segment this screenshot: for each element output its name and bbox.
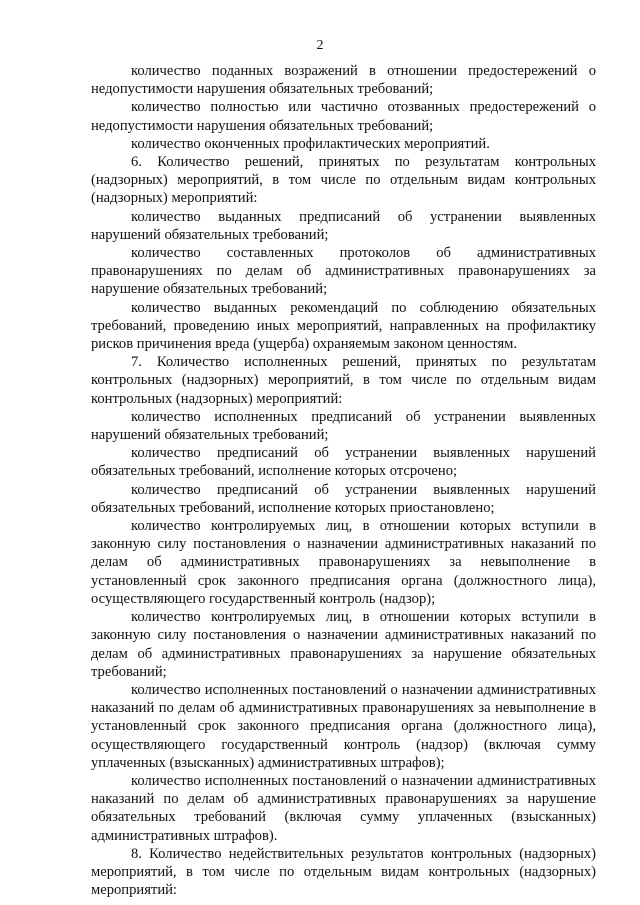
paragraph-issued-orders: количество выданных предписаний об устранении выявленных нарушений обязательных требований; (91, 208, 596, 243)
paragraph-suspended-orders: количество предписаний об устранении выявленных нарушений обязательных требований, исполнение которых приостановлено; (91, 481, 596, 516)
document-body (91, 62, 596, 899)
paragraph-item-8: 8. Количество недействительных результатов контрольных (надзорных) мероприятий, в том числе по отдельным видам контрольных (надзорных) мероприятий: (91, 845, 596, 899)
paragraph-recommendations: количество выданных рекомендаций по соблюдению обязательных требований, проведению иных мероприятий, направленных на профилактику рисков причинения вреда (ущерба) охраняемым законом ценностям. (91, 299, 596, 353)
paragraph-executed-orders: количество исполненных предписаний об устранении выявленных нарушений обязательных требований; (91, 408, 596, 444)
paragraph-executed-rulings-failure: количество исполненных постановлений о назначении административных наказаний по делам об административных правонарушениях за невыполнение в установленный срок законного предписания органа (должностного лица), осуществляющего государственный контроль (надзор) (включая сумму уплаченных (взысканных) административных штрафов); (91, 681, 596, 771)
paragraph-executed-rulings-violation: количество исполненных постановлений о назначении административных наказаний по делам об административных правонарушениях за нарушение обязательных требований (включая сумму уплаченных (взысканных) административных штрафов). (91, 772, 596, 844)
paragraph-objections-count: количество поданных возражений в отношении предостережений о недопустимости нарушения обязательных требований; (91, 63, 596, 98)
paragraph-persons-violation: количество контролируемых лиц, в отношении которых вступили в законную силу постановления о назначении административных наказаний по делам об административных правонарушениях за нарушение обязательных требований; (91, 609, 596, 680)
paragraph-item-6: 6. Количество решений, принятых по результатам контрольных (надзорных) мероприятий, в том числе по отдельным видам контрольных (надзорных) мероприятий: (91, 154, 596, 207)
paragraph-completed-preventive: количество оконченных профилактических мероприятий. (131, 135, 490, 152)
paragraph-protocols: количество составленных протоколов об административных правонарушениях по делам об административных правонарушениях за нарушение обязательных требований; (91, 245, 596, 298)
paragraph-item-7: 7. Количество исполненных решений, принятых по результатам контрольных (надзорных) мероприятий, в том числе по отдельным видам контрольных (надзорных) мероприятий: (91, 354, 596, 407)
paragraph-deferred-orders: количество предписаний об устранении выявленных нарушений обязательных требований, исполнение которых отсрочено; (91, 445, 596, 480)
paragraph-withdrawn-warnings: количество полностью или частично отозванных предостережений о недопустимости нарушения обязательных требований; (91, 99, 596, 134)
page-number: 2 (316, 38, 324, 53)
paragraph-persons-failure-to-comply: количество контролируемых лиц, в отношении которых вступили в законную силу постановления о назначении административных наказаний по делам об административных правонарушениях за невыполнение в установленный срок законного предписания органа (должностного лица), осуществляющего государственный контроль (надзор); (91, 518, 596, 607)
